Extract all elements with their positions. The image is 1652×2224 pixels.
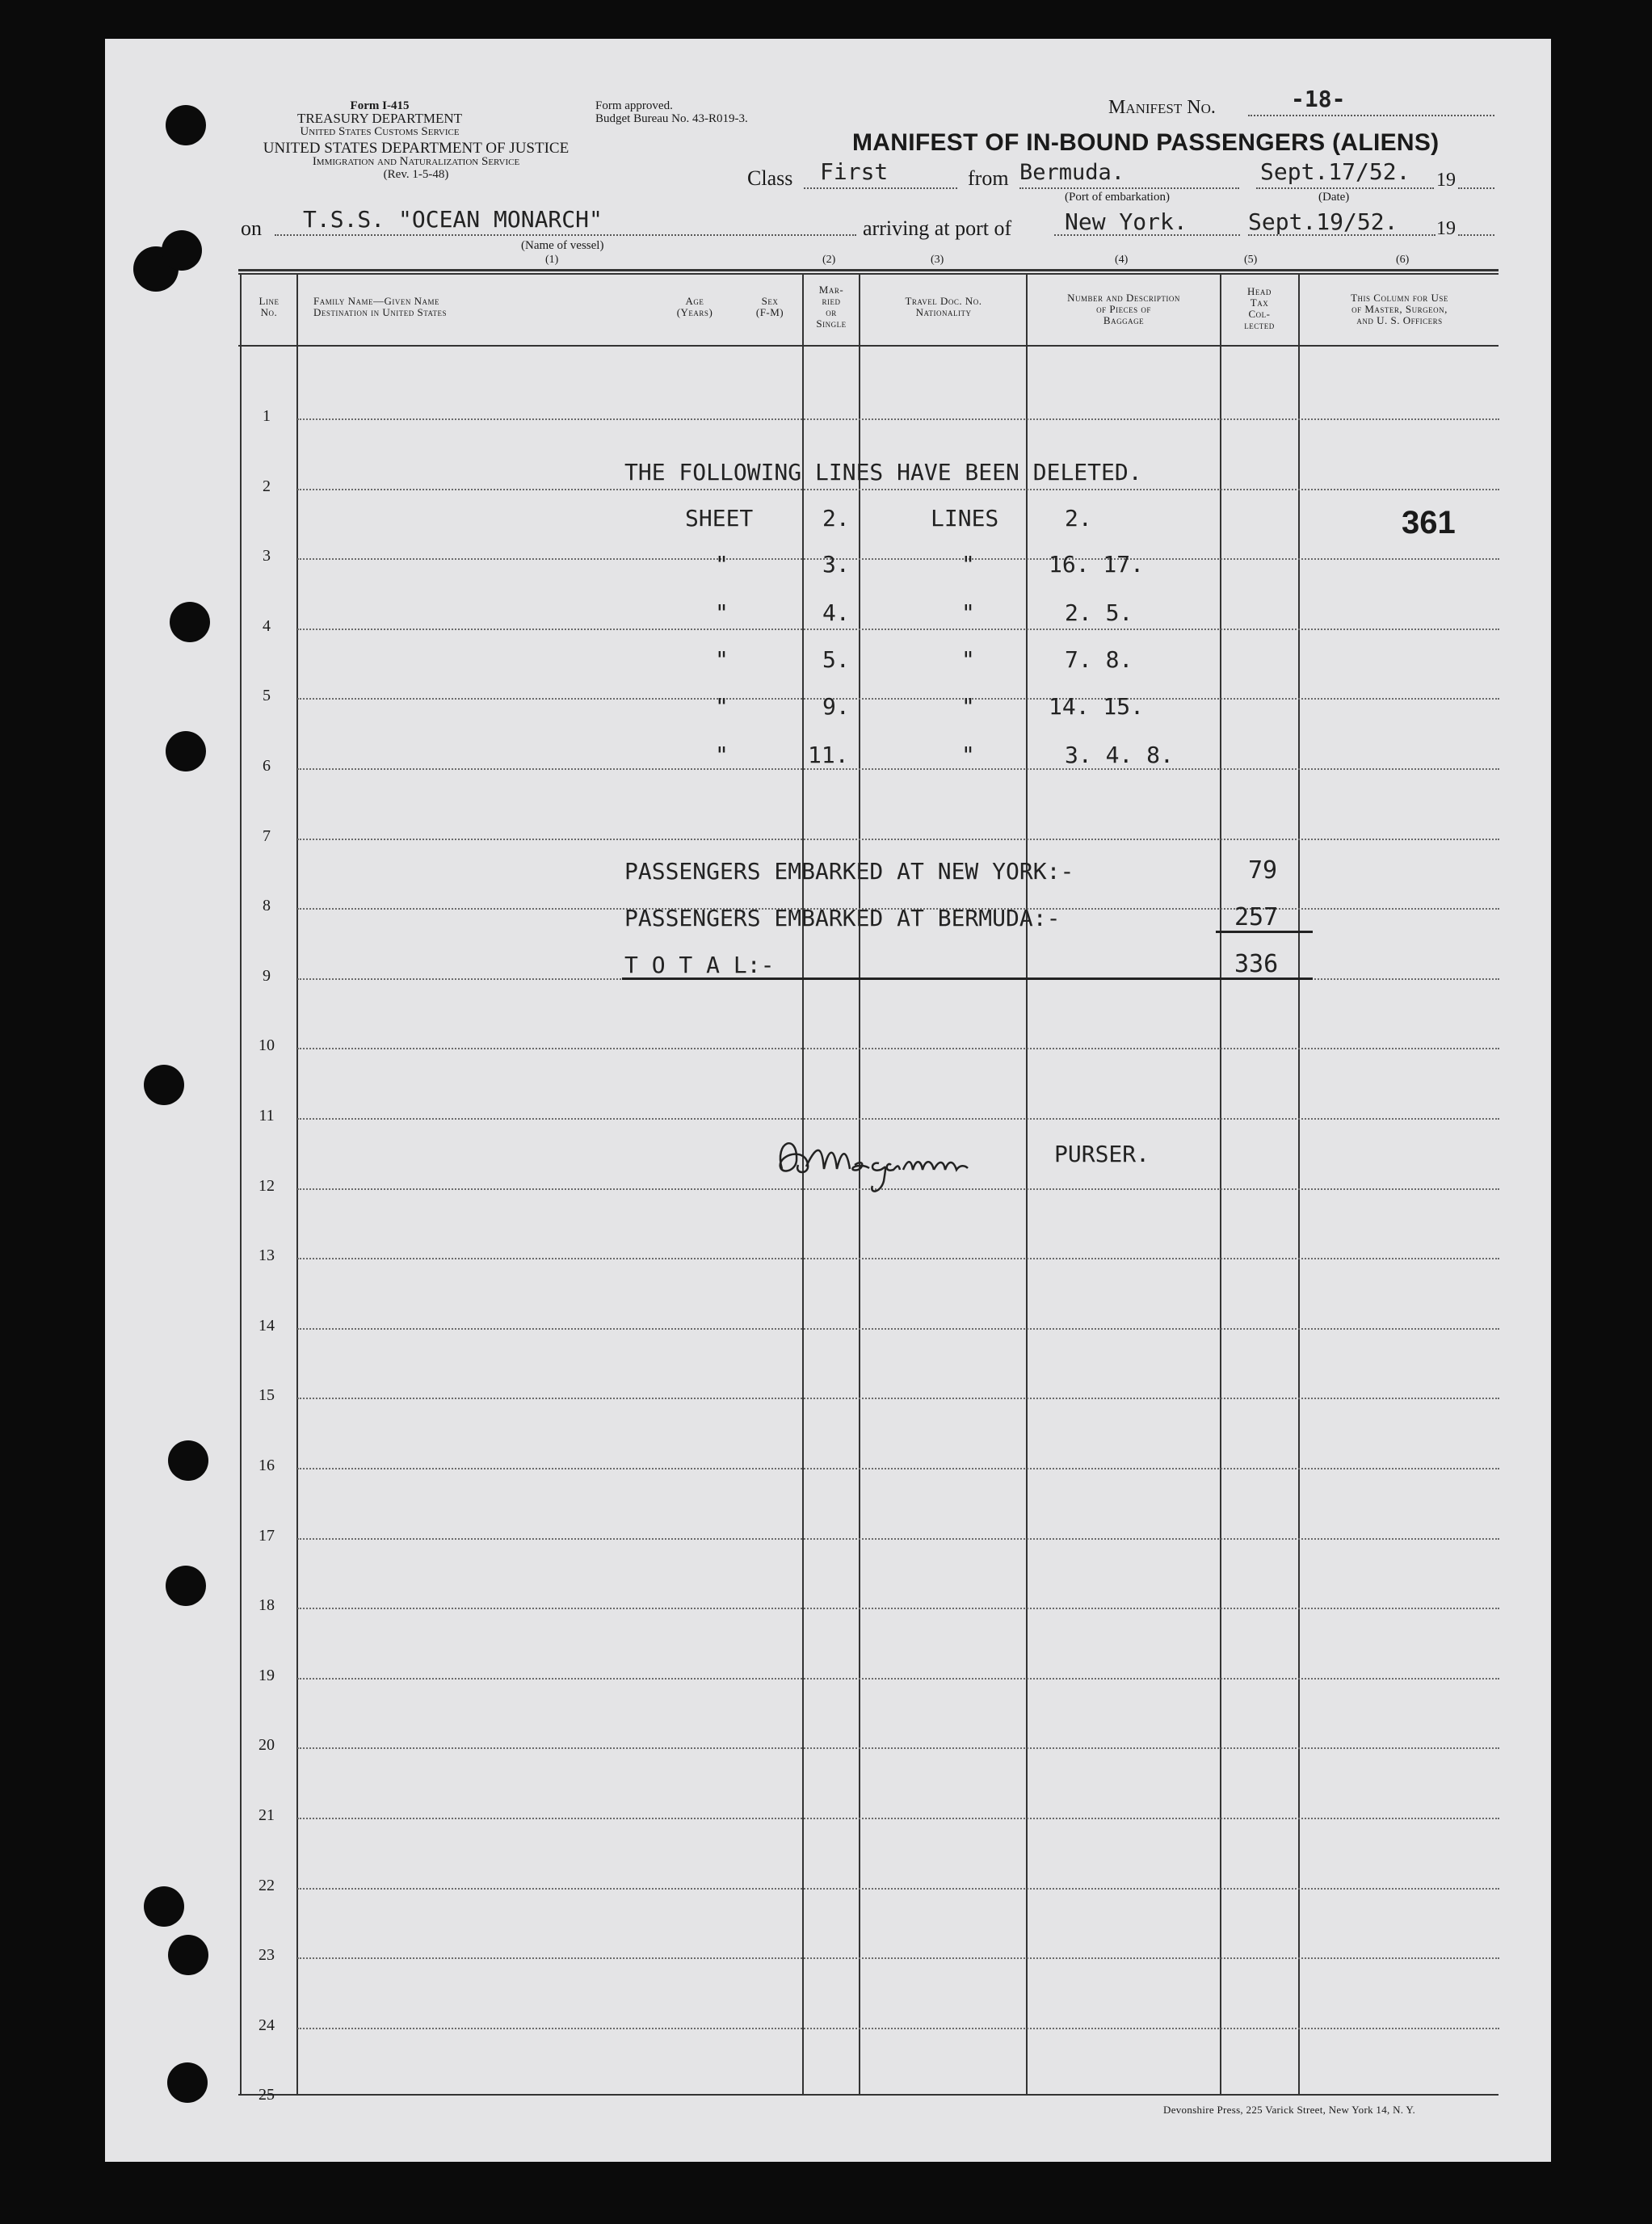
col-num-6: (6) xyxy=(1396,254,1410,266)
form-number: Form I-415 xyxy=(350,99,410,112)
new-york-value: 79 xyxy=(1248,856,1278,885)
ditto-mark: " xyxy=(715,646,729,673)
on-label: on xyxy=(241,217,262,240)
row-line xyxy=(297,1048,1499,1049)
col-header-text: lected xyxy=(1244,319,1275,331)
line-number: 25 xyxy=(259,2086,275,2104)
line-number: 3 xyxy=(263,547,271,565)
row-line xyxy=(297,1468,1499,1469)
sheet-label: SHEET xyxy=(685,505,754,532)
date-label: (Date) xyxy=(1318,191,1350,204)
line-number: 5 xyxy=(263,687,271,704)
purser-signature xyxy=(766,1125,1024,1201)
divider-travel xyxy=(1026,273,1028,2096)
col-header-text: Col- xyxy=(1248,308,1271,320)
punch-hole xyxy=(166,1566,206,1606)
col-header-married xyxy=(805,284,858,330)
row-line xyxy=(297,629,1499,630)
year-prefix-1: 19 xyxy=(1436,170,1456,191)
arrival-date-line xyxy=(1248,234,1436,236)
deleted-lines-value: 16. 17. xyxy=(1049,551,1145,578)
line-number: 7 xyxy=(263,827,271,845)
deleted-sheet-value: 4. xyxy=(822,599,850,626)
row-line xyxy=(297,1258,1499,1259)
new-york-label: PASSENGERS EMBARKED AT NEW YORK:- xyxy=(624,858,1074,885)
class-line xyxy=(804,187,957,189)
line-number: 17 xyxy=(259,1527,275,1545)
arrival-date: Sept.19/52. xyxy=(1248,208,1398,235)
col-header-text: Age xyxy=(685,295,704,307)
line-number: 15 xyxy=(259,1386,275,1404)
row-line xyxy=(297,558,1499,560)
vessel-line xyxy=(275,234,856,236)
arrival-port-line xyxy=(1054,234,1240,236)
page-title: MANIFEST OF IN-BOUND PASSENGERS (ALIENS) xyxy=(852,129,1440,156)
signature-graphic xyxy=(766,1125,1024,1197)
punch-hole xyxy=(166,731,206,771)
line-number: 14 xyxy=(259,1317,275,1335)
class-value: First xyxy=(820,158,889,185)
ditto-mark: " xyxy=(961,742,975,768)
ditto-mark: " xyxy=(715,693,729,720)
col-header-text: or xyxy=(826,306,837,318)
justice-label: UNITED STATES DEPARTMENT OF JUSTICE xyxy=(263,140,570,157)
printer-credit: Devonshire Press, 225 Varick Street, New York 14, N. Y. xyxy=(1163,2104,1415,2116)
table-bottom-border xyxy=(238,2094,1499,2096)
lines-label: LINES xyxy=(931,505,999,532)
year-line-1 xyxy=(1458,187,1494,189)
header-left xyxy=(242,99,517,138)
row-line xyxy=(297,1678,1499,1680)
col-num-4: (4) xyxy=(1115,254,1129,266)
col-header-text: Nationality xyxy=(915,306,972,318)
col-header-text: and U. S. Officers xyxy=(1356,314,1443,326)
col-header-text: Mar- xyxy=(818,284,844,296)
col-header-text: (Years) xyxy=(676,306,713,318)
col-header-text: This Column for Use xyxy=(1351,292,1448,304)
line-number: 11 xyxy=(259,1107,275,1125)
ditto-mark: " xyxy=(715,742,729,768)
line-number: 8 xyxy=(263,897,271,914)
row-line xyxy=(297,1328,1499,1330)
class-label: Class xyxy=(747,166,793,190)
total-underline xyxy=(622,977,1313,980)
bermuda-value: 257 xyxy=(1234,903,1279,931)
line-number: 1 xyxy=(263,407,271,425)
immigration-label: Immigration and Naturalization Service xyxy=(312,155,520,168)
header-left-2 xyxy=(234,142,598,181)
line-number: 23 xyxy=(259,1946,275,1964)
line-number: 4 xyxy=(263,617,271,635)
col-header-text: Tax xyxy=(1250,296,1269,309)
embark-date-line xyxy=(1256,187,1434,189)
col-header-sex xyxy=(742,296,798,318)
ditto-mark: " xyxy=(961,599,975,626)
punch-hole xyxy=(167,2062,208,2103)
revision-label: (Rev. 1-5-48) xyxy=(383,168,449,181)
line-number: 21 xyxy=(259,1806,275,1824)
col-num-2: (2) xyxy=(822,254,836,266)
treasury-label: TREASURY DEPARTMENT xyxy=(296,111,463,126)
row-line xyxy=(297,1608,1499,1609)
line-number: 18 xyxy=(259,1596,275,1614)
divider-baggage xyxy=(1220,273,1221,2096)
year-line-2 xyxy=(1458,234,1494,236)
header-bottom-border xyxy=(238,345,1499,347)
ditto-mark: " xyxy=(715,551,729,578)
purser-label: PURSER. xyxy=(1054,1141,1150,1167)
manifest-no-line xyxy=(1248,115,1494,116)
col-header-line-no xyxy=(242,296,296,318)
line-number: 22 xyxy=(259,1877,275,1894)
ditto-mark: " xyxy=(961,693,975,720)
line-number: 13 xyxy=(259,1247,275,1264)
line-number: 19 xyxy=(259,1667,275,1684)
deleted-sheet-value: 5. xyxy=(822,646,850,673)
col-header-text: of Master, Surgeon, xyxy=(1351,303,1448,315)
line-number: 9 xyxy=(263,967,271,985)
table-left-border xyxy=(240,273,242,2096)
from-value: Bermuda. xyxy=(1019,160,1125,185)
col-header-text: Sex xyxy=(761,295,779,307)
row-line xyxy=(297,1818,1499,1819)
col-header-text: Baggage xyxy=(1103,314,1145,326)
punch-hole xyxy=(162,230,202,271)
deleted-lines-value: 2. xyxy=(1065,505,1092,532)
row-line xyxy=(297,1957,1499,1959)
from-label: from xyxy=(968,166,1009,190)
row-line xyxy=(297,839,1499,840)
deleted-sheet-value: 11. xyxy=(808,742,849,768)
deleted-sheet-value: 2. xyxy=(822,505,850,532)
manifest-no-value: -18- xyxy=(1291,86,1346,112)
arriving-label: arriving at port of xyxy=(863,217,1012,240)
row-line xyxy=(297,768,1499,770)
col-header-name xyxy=(313,296,447,318)
stamp-number: 361 xyxy=(1402,505,1456,540)
year-prefix-2: 19 xyxy=(1436,218,1456,239)
col-header-officers xyxy=(1301,292,1499,326)
line-number: 6 xyxy=(263,757,271,775)
bermuda-underline xyxy=(1216,931,1313,933)
line-number: 24 xyxy=(259,2016,275,2034)
col-header-text: Line xyxy=(259,295,280,307)
ditto-mark: " xyxy=(715,599,729,626)
row-line xyxy=(297,489,1499,490)
row-line xyxy=(297,2028,1499,2029)
col-header-age xyxy=(662,296,727,318)
col-num-3: (3) xyxy=(931,254,944,266)
deleted-lines-value: 3. 4. 8. xyxy=(1065,742,1174,768)
table-top-border xyxy=(238,269,1499,271)
col-header-text: of Pieces of xyxy=(1096,303,1151,315)
punch-hole xyxy=(144,1886,184,1927)
col-num-5: (5) xyxy=(1244,254,1258,266)
line-number: 20 xyxy=(259,1736,275,1754)
deleted-lines-value: 7. 8. xyxy=(1065,646,1133,673)
budget-bureau: Budget Bureau No. 43-R019-3. xyxy=(595,112,748,125)
col-header-text: Number and Description xyxy=(1067,292,1180,304)
col-header-baggage xyxy=(1028,292,1219,326)
divider-line-no xyxy=(296,273,298,2096)
row-line xyxy=(297,1538,1499,1540)
row-line xyxy=(297,1747,1499,1749)
row-line xyxy=(297,1398,1499,1399)
deleted-sheet-value: 3. xyxy=(822,551,850,578)
punch-hole xyxy=(166,105,206,145)
punch-hole xyxy=(168,1440,208,1481)
from-line xyxy=(1019,187,1239,189)
bermuda-label: PASSENGERS EMBARKED AT BERMUDA:- xyxy=(624,905,1061,931)
vessel-label: (Name of vessel) xyxy=(521,239,604,252)
col-header-text: Head xyxy=(1247,285,1272,297)
punch-hole xyxy=(170,602,210,642)
form-approved: Form approved. xyxy=(595,99,673,112)
line-number: 10 xyxy=(259,1036,275,1054)
ditto-mark: " xyxy=(961,646,975,673)
line-number: 2 xyxy=(263,477,271,495)
divider-head-tax xyxy=(1298,273,1300,2096)
approval-block xyxy=(595,99,748,125)
manifest-no-label: Manifest No. xyxy=(1108,97,1216,118)
line-number: 16 xyxy=(259,1457,275,1474)
row-line xyxy=(297,418,1499,420)
customs-label: United States Customs Service xyxy=(300,125,460,138)
col-header-travel-doc xyxy=(861,296,1026,318)
col-num-1: (1) xyxy=(545,254,559,266)
deleted-lines-value: 2. 5. xyxy=(1065,599,1133,626)
total-value: 336 xyxy=(1234,950,1279,978)
col-header-text: Family Name—Given Name xyxy=(313,295,439,307)
row-line xyxy=(297,1888,1499,1890)
line-number: 12 xyxy=(259,1177,275,1195)
col-header-head-tax xyxy=(1221,286,1297,331)
col-header-text: Travel Doc. No. xyxy=(905,295,982,307)
embark-date: Sept.17/52. xyxy=(1260,158,1410,185)
manifest-page xyxy=(105,39,1551,2162)
vessel-name: T.S.S. "OCEAN MONARCH" xyxy=(303,206,603,233)
deleted-sheet-value: 9. xyxy=(822,693,850,720)
col-header-text: Destination in United States xyxy=(313,306,448,318)
row-line xyxy=(297,698,1499,700)
punch-hole xyxy=(144,1065,184,1105)
punch-hole xyxy=(168,1935,208,1975)
ditto-mark: " xyxy=(961,551,975,578)
col-header-text: ried xyxy=(822,295,841,307)
row-line xyxy=(297,1118,1499,1120)
col-header-text: Single xyxy=(816,317,847,330)
col-header-text: (F-M) xyxy=(755,306,784,318)
deleted-lines-value: 14. 15. xyxy=(1049,693,1145,720)
arrival-port: New York. xyxy=(1065,208,1188,235)
total-label: T O T A L:- xyxy=(624,952,775,978)
port-embark-label: (Port of embarkation) xyxy=(1065,191,1170,204)
deleted-heading: THE FOLLOWING LINES HAVE BEEN DELETED. xyxy=(624,459,1142,486)
col-header-text: No. xyxy=(260,306,278,318)
table-top-border-2 xyxy=(238,273,1499,275)
